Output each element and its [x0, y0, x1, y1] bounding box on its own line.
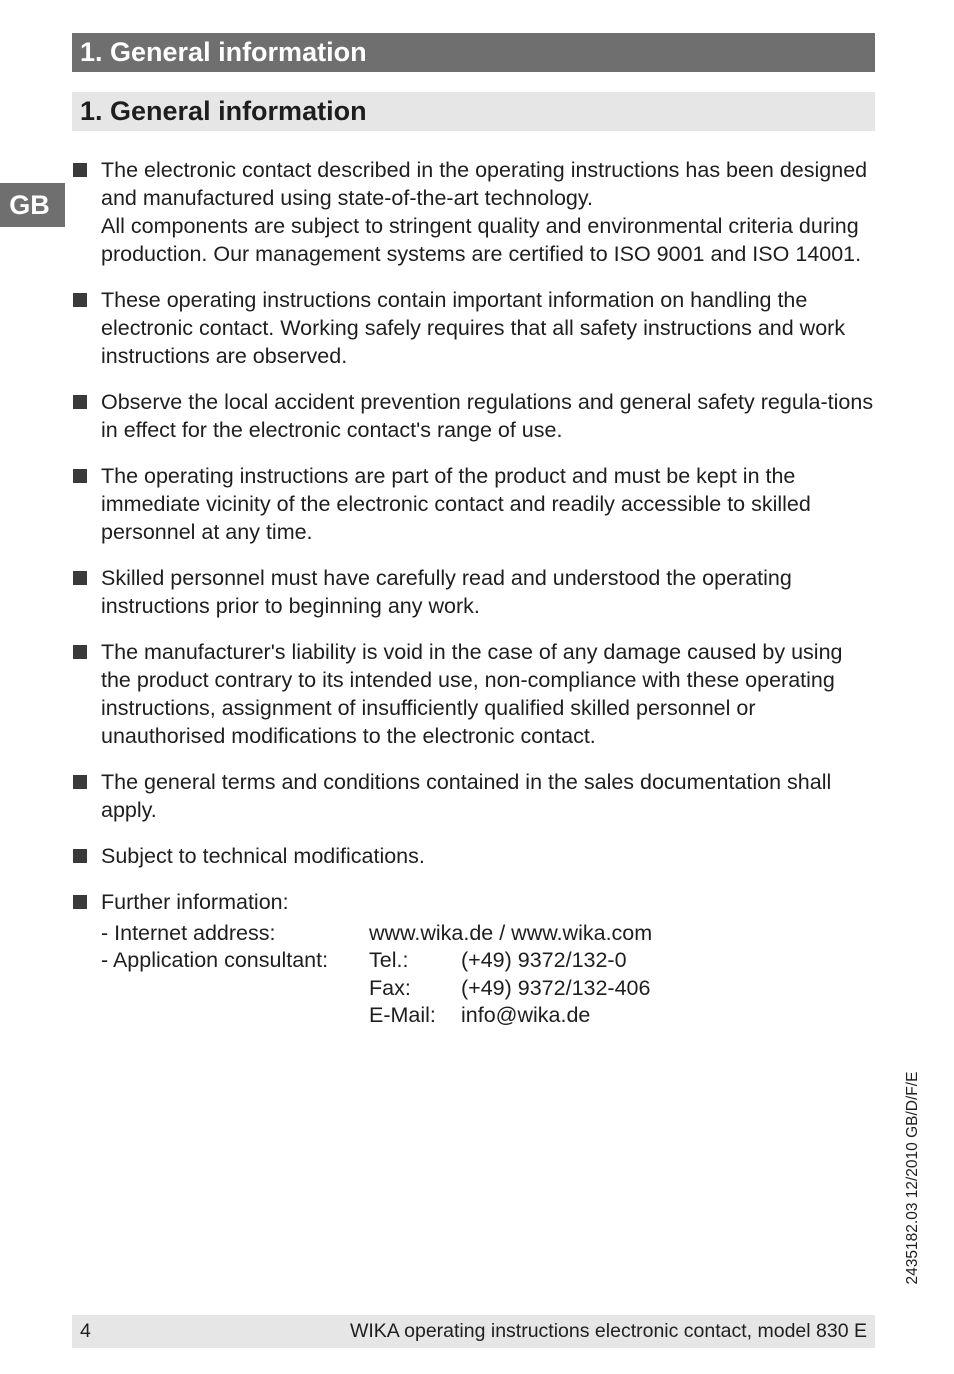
bullet-text: All components are subject to stringent quality and environmental criteria during production. Our management systems are certified to ISO 9001 and ISO 14001.: [101, 214, 862, 266]
bullet-text: The general terms and conditions contained in the sales documentation shall apply.: [101, 770, 832, 822]
tel-value: (+49) 9372/132-0: [461, 948, 627, 973]
list-item: [72, 286, 877, 370]
running-header: [72, 33, 875, 72]
section-heading-title: 1. General information: [80, 96, 367, 126]
square-bullet-icon: [73, 849, 87, 863]
list-item: [72, 638, 877, 750]
list-item: [72, 768, 877, 824]
document-code: 2435182.03 12/2010 GB/D/F/E: [904, 1071, 921, 1285]
bullet-list: [72, 156, 877, 1047]
bullet-text: Further information:: [101, 890, 289, 914]
square-bullet-icon: [73, 571, 87, 585]
list-item: [72, 564, 877, 620]
bullet-text: The manufacturer's liability is void in the case of any damage caused by using the product contrary to its intended use, non-compliance with these operating instructions, assignment of insufficiently qualified skilled personnel or unauthorised modifications to the electronic contact.: [101, 640, 843, 748]
square-bullet-icon: [73, 775, 87, 789]
language-tab: GB: [0, 183, 65, 227]
square-bullet-icon: [73, 163, 87, 177]
fax-value: (+49) 9372/132-406: [461, 975, 651, 1000]
application-consultant-label: - Application consultant:: [101, 948, 329, 973]
square-bullet-icon: [73, 293, 87, 307]
bullet-text: These operating instructions contain important information on handling the electronic contact. Working safely requires that all safety instructions and work instructions are observed.: [101, 288, 846, 368]
footer-title: WIKA operating instructions electronic contact, model 830 E: [349, 1320, 867, 1342]
square-bullet-icon: [73, 395, 87, 409]
contact-details: [101, 920, 877, 1029]
internet-address-label: - Internet address:: [101, 921, 276, 945]
fax-label: Fax:: [369, 975, 411, 1000]
list-item: [72, 888, 877, 1029]
running-header-title: 1. General information: [80, 37, 367, 67]
page-number: 4: [80, 1320, 91, 1342]
email-label: E-Mail:: [369, 1002, 436, 1027]
bullet-text: The operating instructions are part of the product and must be kept in the immediate vicinity of the electronic contact and readily accessible to skilled personnel at any time.: [101, 464, 811, 544]
internet-address-value[interactable]: www.wika.de / www.wika.com: [369, 921, 653, 945]
tel-label: Tel.:: [369, 948, 409, 973]
list-item: [72, 388, 877, 444]
bullet-text: The electronic contact described in the operating instructions has been designed and manufactured using state-of-the-art technology.: [101, 158, 868, 210]
email-value[interactable]: info@wika.de: [461, 1002, 591, 1027]
list-item: [72, 462, 877, 546]
section-heading: [72, 92, 875, 131]
page-footer: [72, 1315, 875, 1348]
bullet-text: Subject to technical modifications.: [101, 844, 425, 868]
list-item: [72, 842, 877, 870]
list-item: [72, 156, 877, 268]
bullet-text: Skilled personnel must have carefully read and understood the operating instructions prior to beginning any work.: [101, 566, 792, 618]
square-bullet-icon: [73, 895, 87, 909]
bullet-text: Observe the local accident prevention regulations and general safety regula-tions in effect for the electronic contact's range of use.: [101, 390, 874, 442]
square-bullet-icon: [73, 469, 87, 483]
square-bullet-icon: [73, 645, 87, 659]
